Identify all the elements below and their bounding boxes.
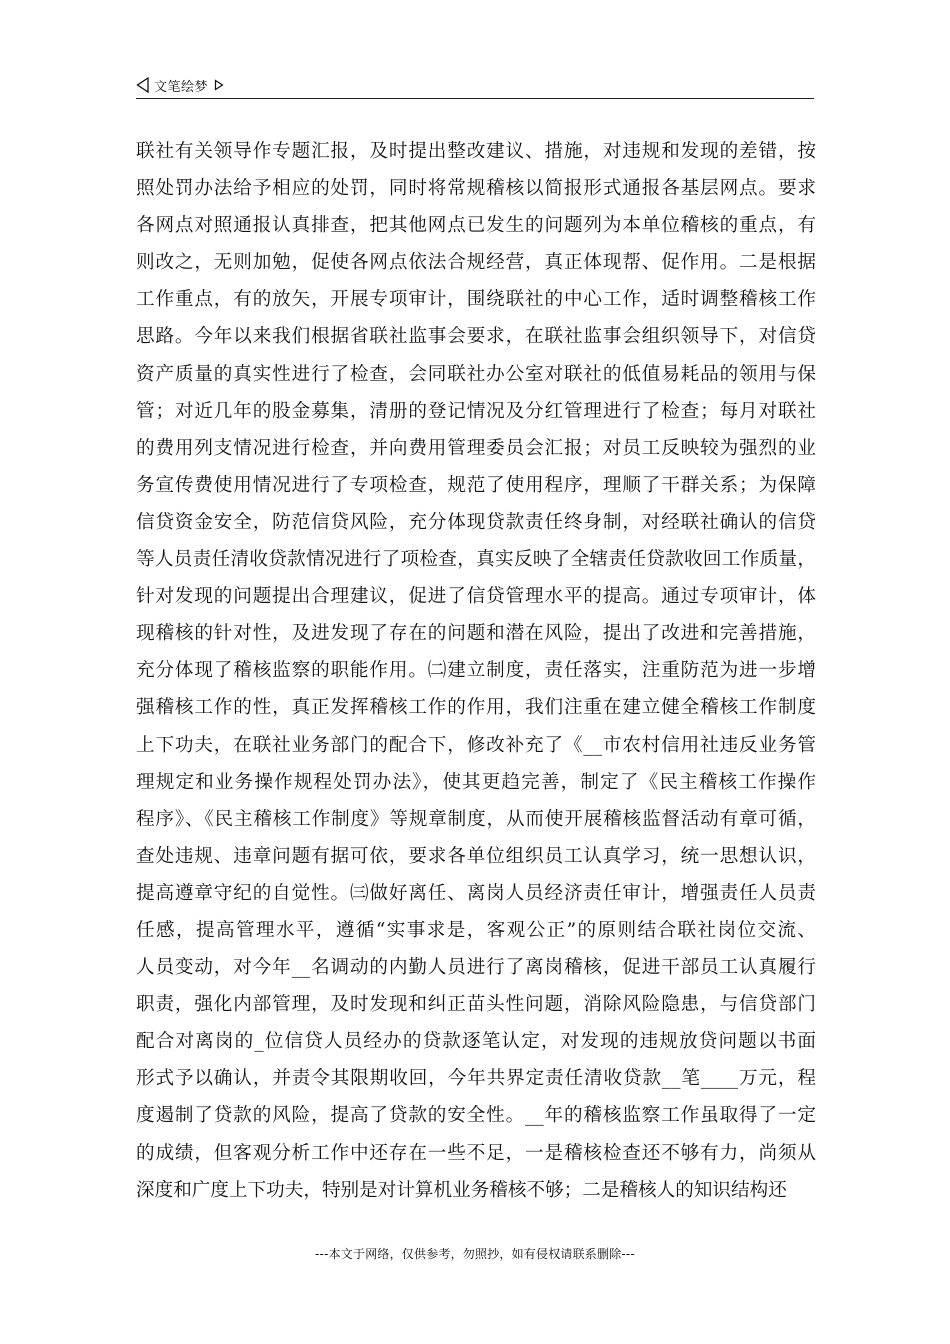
- text-line: 等人员责任清收贷款情况进行了项检查，真实反映了全辖责任贷款收回工作质量，: [136, 549, 816, 571]
- text-line: 的成绩，但客观分析工作中还存在一些不足，一是稽核检查还不够有力，尚须从: [136, 1142, 816, 1164]
- text-line: 资产质量的真实性进行了检查，会同联社办公室对联社的低值易耗品的领用与保: [136, 363, 816, 385]
- text-line: 充分体现了稽核监察的职能作用。㈡建立制度，责任落实，注重防范为进一步增: [136, 660, 816, 682]
- text-line: 管；对近几年的股金募集，清册的登记情况及分红管理进行了检查；每月对联社: [136, 400, 816, 422]
- text-line: 上下功夫，在联社业务部门的配合下，修改补充了《__市农村信用社违反业务管: [136, 734, 816, 756]
- footer-disclaimer: ---本文于网络，仅供参考，勿照抄，如有侵权请联系删除---: [315, 1247, 635, 1261]
- text-line: 程序》、《民主稽核工作制度》等规章制度，从而使开展稽核监督活动有章可循，: [136, 808, 816, 830]
- text-line: 现稽核的针对性，及进发现了存在的问题和潜在风险，提出了改进和完善措施，: [136, 623, 816, 645]
- page-header: [136, 74, 814, 99]
- text-line: 深度和广度上下功夫，特别是对计算机业务稽核不够；二是稽核人的知识结构还: [136, 1179, 787, 1201]
- text-line: 的费用列支情况进行检查，并向费用管理委员会汇报；对员工反映较为强烈的业: [136, 437, 816, 459]
- brand-name: 文笔绘梦: [154, 79, 209, 95]
- text-line: 人员变动，对今年__名调动的内勤人员进行了离岗稽核，促进干部员工认真履行: [136, 957, 816, 979]
- text-line: 强稽核工作的性，真正发挥稽核工作的作用，我们注重在建立健全稽核工作制度: [136, 697, 816, 719]
- triangle-left-icon: [136, 77, 150, 93]
- text-line: 照处罚办法给予相应的处罚，同时将常规稽核以简报形式通报各基层网点。要求: [136, 178, 816, 200]
- text-line: 查处违规、违章问题有据可依，要求各单位组织员工认真学习，统一思想认识，: [136, 845, 816, 867]
- document-body: [136, 133, 816, 1209]
- triangle-right-icon: [214, 79, 224, 91]
- text-line: 形式予以确认，并责令其限期收回，今年共界定责任清收贷款__笔____万元，程: [136, 1068, 816, 1090]
- text-line: 各网点对照通报认真排查，把其他网点已发生的问题列为本单位稽核的重点，有: [136, 215, 816, 237]
- text-line: 工作重点，有的放矢，开展专项审计，围绕联社的中心工作，适时调整稽核工作: [136, 289, 816, 311]
- text-line: 务宣传费使用情况进行了专项检查，规范了使用程序，理顺了干群关系；为保障: [136, 474, 816, 496]
- text-line: 针对发现的问题提出合理建议，促进了信贷管理水平的提高。通过专项审计，体: [136, 586, 816, 608]
- text-line: 则改之，无则加勉，促使各网点依法合规经营，真正体现帮、促作用。二是根据: [136, 252, 816, 274]
- text-line: 提高遵章守纪的自觉性。㈢做好离任、离岗人员经济责任审计，增强责任人员责: [136, 882, 816, 904]
- text-line: 信贷资金安全，防范信贷风险，充分体现贷款责任终身制，对经联社确认的信贷: [136, 511, 816, 533]
- text-line: 配合对离岗的_位信贷人员经办的贷款逐笔认定，对发现的违规放贷问题以书面: [136, 1031, 816, 1053]
- text-line: 任感，提高管理水平，遵循“实事求是，客观公正”的原则结合联社岗位交流、: [136, 919, 816, 941]
- text-line: 联社有关领导作专题汇报，及时提出整改建议、措施，对违规和发现的差错，按: [136, 141, 816, 162]
- text-line: 度遏制了贷款的风险，提高了贷款的安全性。__年的稽核监察工作虽取得了一定: [136, 1105, 816, 1127]
- text-line: 职责，强化内部管理，及时发现和纠正苗头性问题，消除风险隐患，与信贷部门: [136, 994, 816, 1016]
- text-line: 思路。今年以来我们根据省联社监事会要求，在联社监事会组织领导下，对信贷: [136, 326, 816, 348]
- brand: [136, 75, 224, 95]
- text-line: 理规定和业务操作规程处罚办法》，使其更趋完善，制定了《民主稽核工作操作: [136, 771, 816, 793]
